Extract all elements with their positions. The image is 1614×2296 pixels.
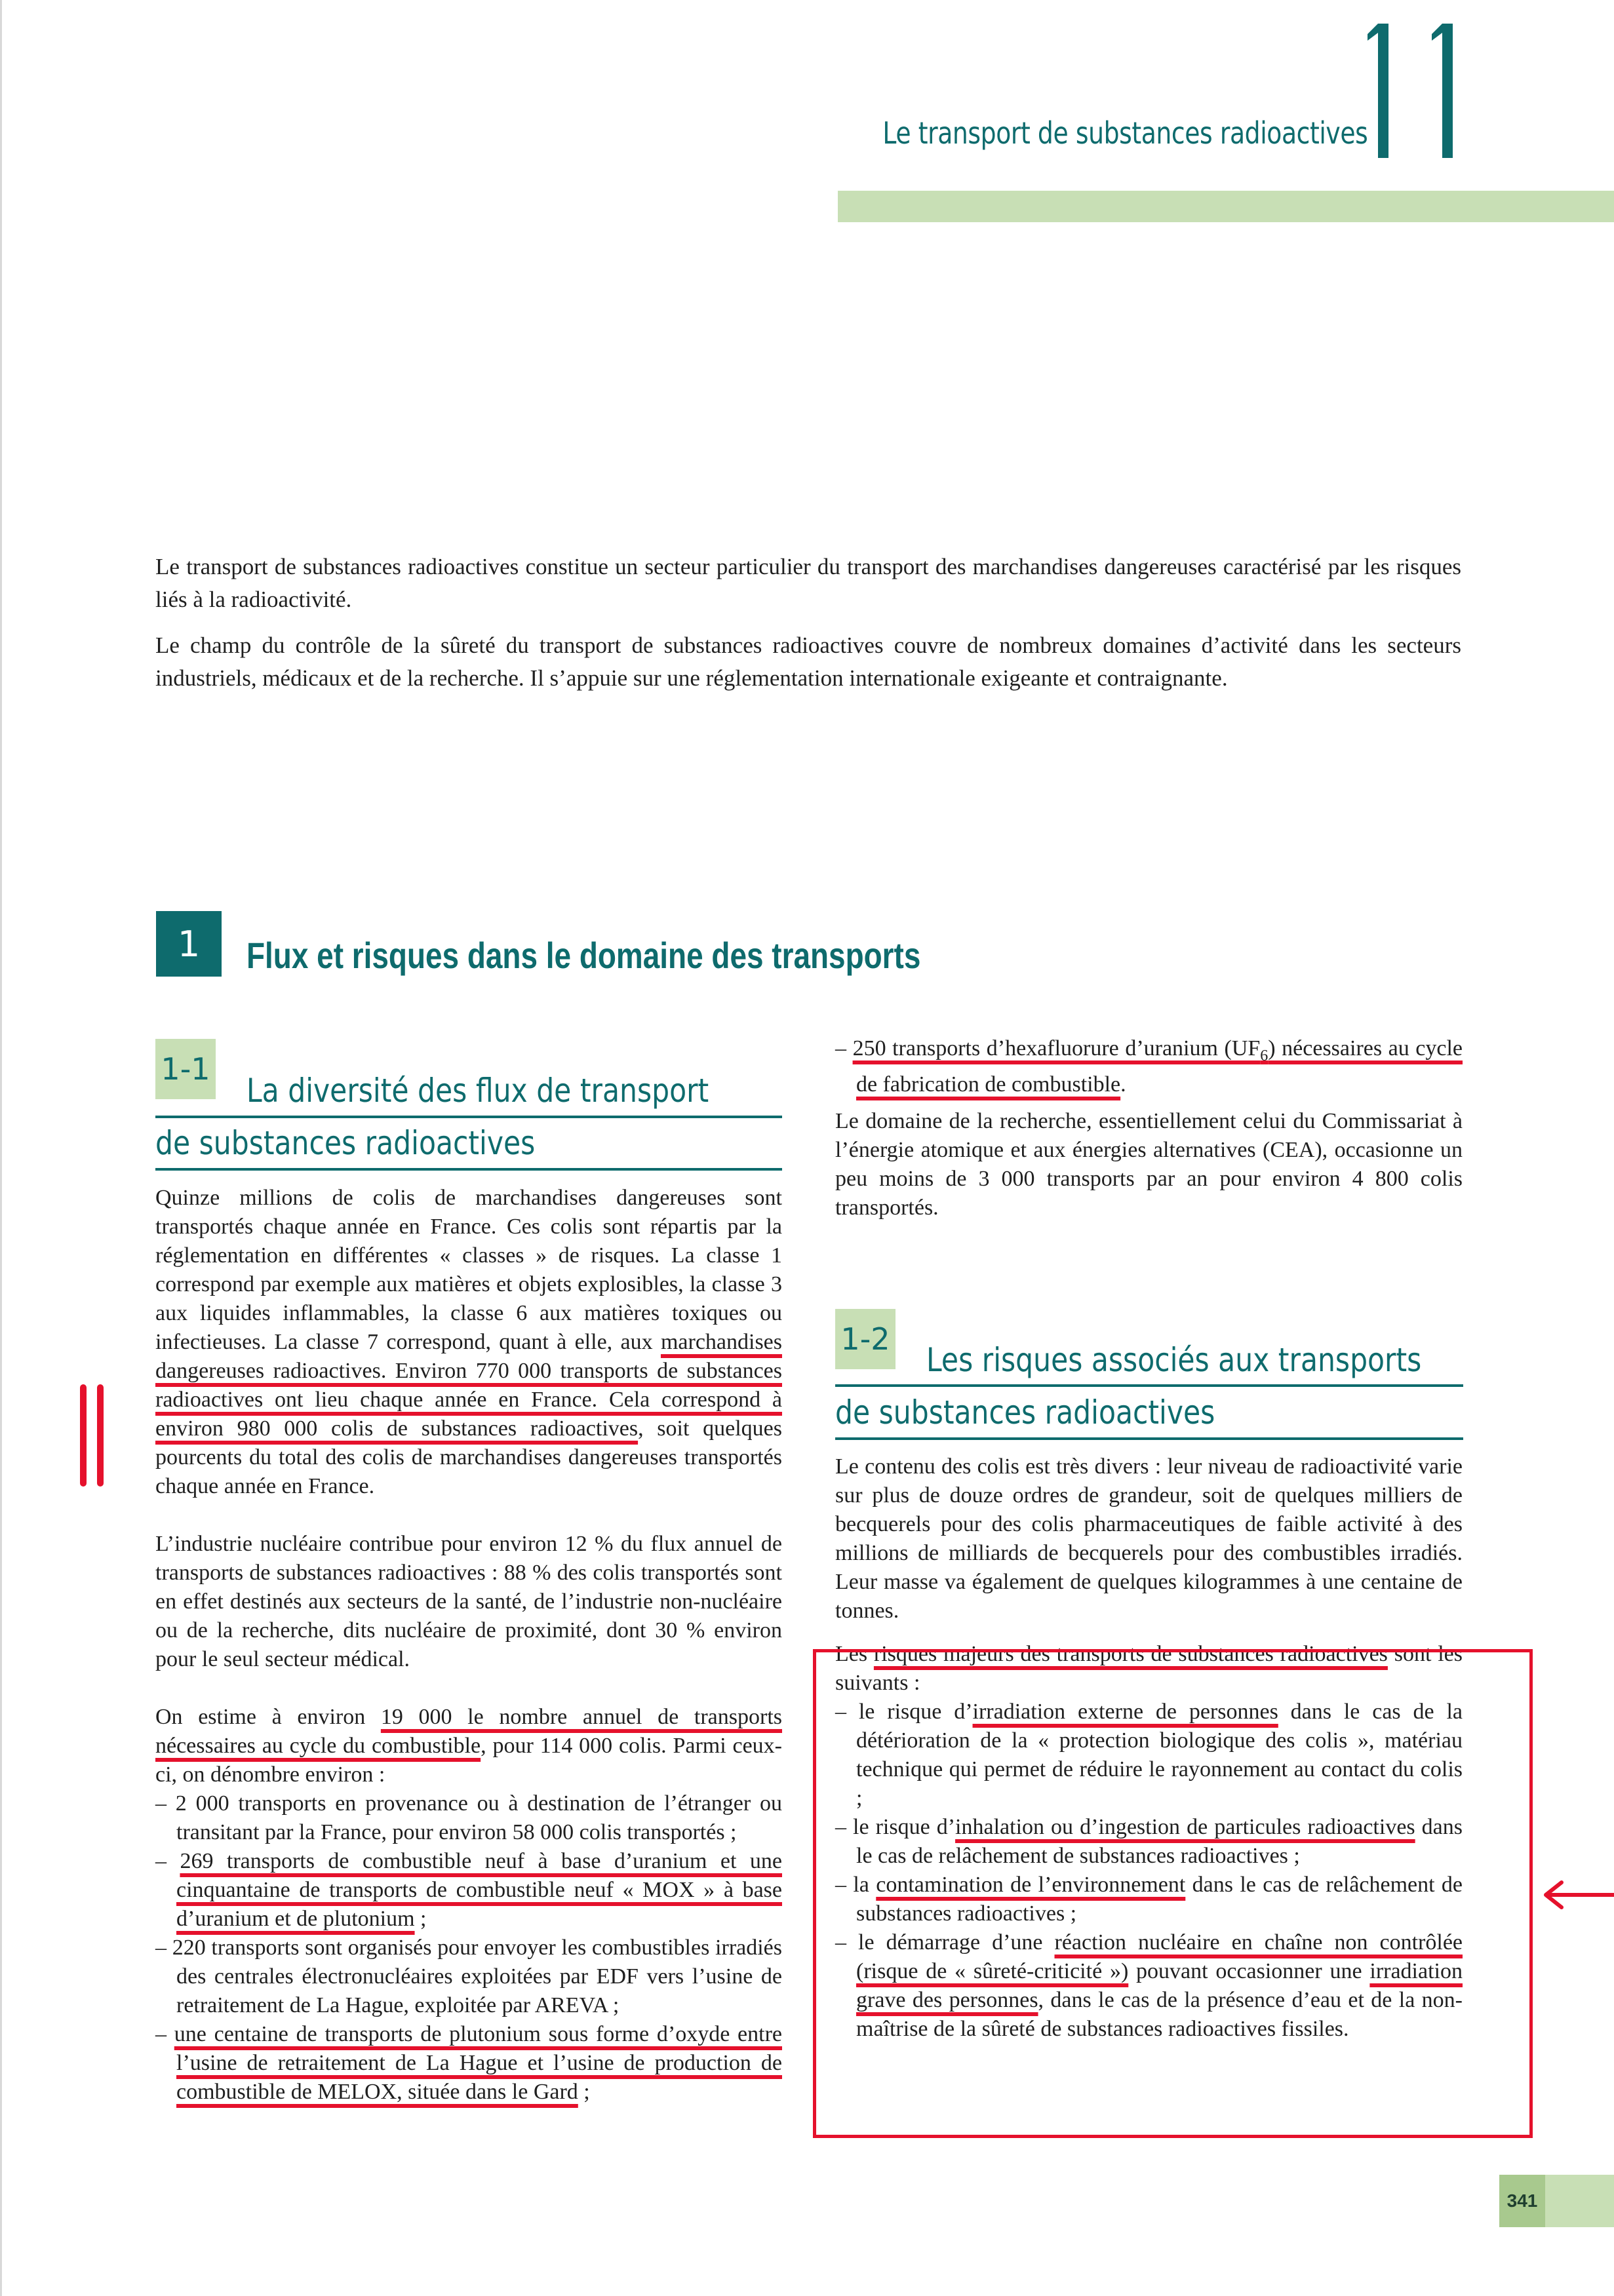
- annotation-box: [813, 1649, 1533, 2138]
- subsection-rule: [835, 1437, 1463, 1440]
- right-column-top: [835, 1034, 1463, 1222]
- subsection-number-badge: 1-2: [835, 1309, 896, 1369]
- paragraph: L’industrie nucléaire contribue pour environ 12 % du flux annuel de transports de substances radioactives : 88 % des colis transportés sont en effet destinés aux secteurs de la santé, de l’industrie non-nucléaire ou de la recherche, dits nucléaire de proximité, dont 30 % environ pour le seul secteur médical.: [155, 1532, 782, 1671]
- header-bar: [838, 191, 1614, 222]
- subsection-title-line-1: La diversité des flux de transport: [246, 1072, 709, 1110]
- list-item: – 250 transports d’hexafluorure d’uranium $(UF_6)$ nécessaires au cycle de fabrication de combustible.: [835, 1036, 1463, 1097]
- list-item: – le démarrage d’une réaction nucléaire en chaîne non contrôlée (risque de « sûreté-criticité ») pouvant occasionner une irradiation grave des personnes, dans le cas de la présence d’eau et de la non-maîtrise de la sûreté de substances radioactives fissiles.: [835, 1930, 1463, 2041]
- section-title: Flux et risques dans le domaine des transports: [246, 935, 921, 976]
- list-item: – la contamination de l’environnement dans le cas de relâchement de substances radioactives ;: [835, 1873, 1463, 1926]
- list-item: – le risque d’irradiation externe de personnes dans le cas de la détérioration de la « protection biologique des colis », matériau technique qui permet de réduire le rayonnement au contact du colis ;: [835, 1700, 1463, 1810]
- subsection-rule: [155, 1168, 782, 1171]
- list-item: – 269 transports de combustible neuf à base d’uranium et une cinquantaine de transports de combustible neuf « MOX » à base d’uranium et de plutonium ;: [155, 1849, 782, 1931]
- intro-paragraph-2: Le champ du contrôle de la sûreté du transport de substances radioactives couvre de nombreux domaines d’activité dans les secteurs industriels, médicaux et de la recherche. Il s’appuie sur une réglementation internationale exigeante et contraignante.: [155, 632, 1461, 691]
- paragraph: Le domaine de la recherche, essentiellement celui du Commissariat à l’énergie atomique et aux énergies alternatives (CEA), occasionne un peu moins de 3 000 transports par an pour environ 4 800 colis transportés.: [835, 1108, 1463, 1220]
- highlighted-text: 269 transports de combustible neuf à base d’uranium et une cinquantaine de transports de combustible neuf « MOX » à base d’uranium et de plutonium: [176, 1849, 782, 1931]
- left-column: [155, 1184, 782, 2107]
- subsection-title-line-2: de substances radioactives: [155, 1124, 536, 1162]
- paragraph: Le contenu des colis est très divers : leur niveau de radioactivité varie sur plus de douze ordres de grandeur, soit de quelques milliers de becquerels pour des colis pharmaceutiques de faible activité à des millions de milliards de becquerels pour des combustibles irradiés. Leur masse va également de quelques kilogrammes à une centaine de tonnes.: [835, 1454, 1463, 1623]
- annotation-arrow-icon: [1541, 1878, 1614, 1911]
- highlighted-text: inhalation ou d’ingestion de particules radioactives: [955, 1815, 1415, 1839]
- list-item: – 220 transports sont organisés pour envoyer les combustibles irradiés des centrales électronucléaires exploitées par EDF vers l’usine de retraitement de La Hague, exploitée par AREVA ;: [155, 1936, 782, 2017]
- highlighted-text: réaction nucléaire en chaîne non contrôlée (risque de « sûreté-criticité »): [856, 1930, 1463, 1983]
- subsection-rule: [835, 1384, 1463, 1387]
- page-number: 341: [1499, 2175, 1545, 2227]
- subsection-title-line-2: de substances radioactives: [835, 1393, 1215, 1431]
- subsection-rule: [155, 1116, 782, 1118]
- highlighted-text: irradiation externe de personnes: [972, 1700, 1278, 1724]
- highlighted-text: marchandises dangereuses radioactives. Environ 770 000 transports de substances radioactives ont lieu chaque année en France. Cela correspond à environ 980 000 colis de substances radioactives: [155, 1330, 782, 1441]
- highlighted-text: 19 000 le nombre annuel de transports nécessaires au cycle du combustible: [155, 1705, 782, 1758]
- highlighted-text: 250 transports d’hexafluorure d’uranium $(UF_6)$ nécessaires au cycle de fabrication de combustible: [852, 1036, 1463, 1097]
- paragraph: On estime à environ 19 000 le nombre annuel de transports nécessaires au cycle du combustible, pour 114 000 colis. Parmi ceux-ci, on dénombre environ :: [155, 1705, 782, 1787]
- intro-paragraph-1: Le transport de substances radioactives constitue un secteur particulier du transport des marchandises dangereuses caractérisé par les risques liés à la radioactivité.: [155, 554, 1461, 612]
- annotation-bar-mark: [97, 1384, 104, 1487]
- subsection-number-badge: 1-1: [155, 1039, 216, 1099]
- highlighted-text: risques majeurs des transports de substances radioactives: [873, 1642, 1388, 1666]
- chapter-number: [1364, 18, 1475, 159]
- annotation-bar-mark: [80, 1384, 87, 1487]
- subsection-title-line-1: Les risques associés aux transports: [926, 1341, 1422, 1379]
- paragraph: Quinze millions de colis de marchandises dangereuses sont transportés chaque année en France. Ces colis sont répartis par la réglementation en différentes « classes » de risques. La classe 1 correspond par exemple aux matières et objets explosibles, la classe 3 aux liquides inflammables, la classe 6 aux matières toxiques ou infectieuses. La classe 7 correspond, quant à elle, aux marchandises dangereuses radioactives. Environ 770 000 transports de substances radioactives ont lieu chaque année en France. Cela correspond à environ 980 000 colis de substances radioactives, soit quelques pourcents du total des colis de marchandises dangereuses transportés chaque année en France.: [155, 1186, 782, 1498]
- paragraph: Les risques majeurs des transports de substances radioactives sont les suivants :: [835, 1642, 1463, 1695]
- highlighted-text: une centaine de transports de plutonium sous forme d’oxyde entre l’usine de retraitement de La Hague et l’usine de production de combustible de MELOX, située dans le Gard: [174, 2022, 782, 2104]
- list-item: – une centaine de transports de plutonium sous forme d’oxyde entre l’usine de retraitement de La Hague et l’usine de production de combustible de MELOX, située dans le Gard ;: [155, 2022, 782, 2104]
- list-item: – 2 000 transports en provenance ou à destination de l’étranger ou transitant par la France, pour environ 58 000 colis transportés ;: [155, 1791, 782, 1844]
- highlighted-text: contamination de l’environnement: [876, 1873, 1186, 1897]
- highlighted-text: irradiation grave des personnes: [856, 1959, 1463, 2012]
- section-number-badge: 1: [156, 911, 222, 977]
- chapter-title: Le transport de substances radioactives: [882, 115, 1368, 151]
- list-item: – le risque d’inhalation ou d’ingestion de particules radioactives dans le cas de relâchement de substances radioactives ;: [835, 1815, 1463, 1868]
- page-edge: [0, 0, 2, 2296]
